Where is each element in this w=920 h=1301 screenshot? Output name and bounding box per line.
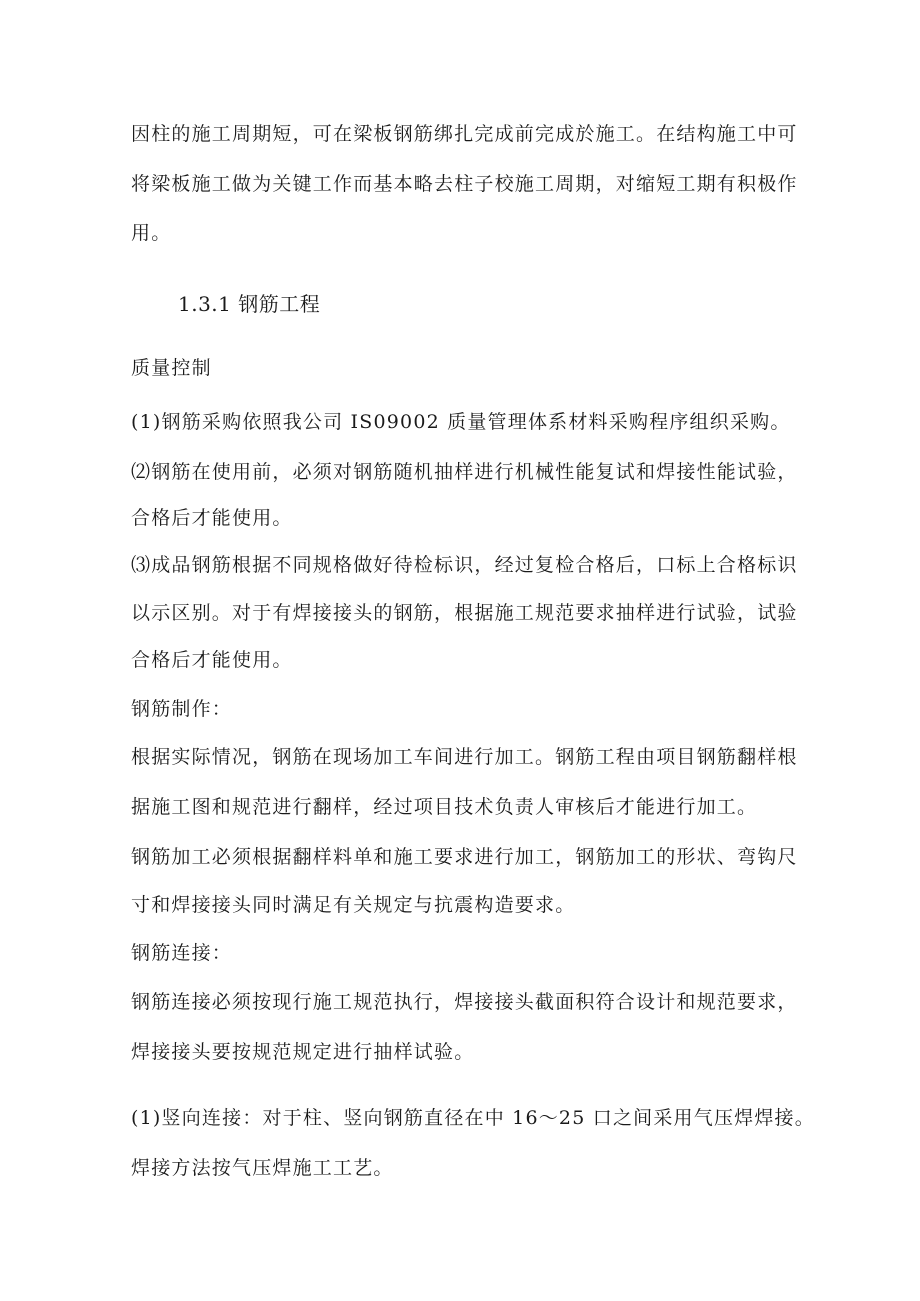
paragraph-line: 焊接方法按气压焊施工工艺。: [131, 1157, 394, 1179]
section-heading: 1.3.1 钢筋工程: [178, 292, 321, 316]
subheading-rebar-connection: 钢筋连接：: [131, 942, 233, 964]
paragraph-line: 合格后才能使用。: [131, 507, 293, 529]
paragraph-line: 用。: [131, 222, 172, 244]
paragraph-line: 钢筋连接必须按现行施工规范执行，焊接接头截面积符合设计和规范要求，: [131, 991, 798, 1013]
list-item: ⑵钢筋在使用前，必须对钢筋随机抽样进行机械性能复试和焊接性能试验，: [131, 461, 798, 483]
paragraph-line: 根据实际情况，钢筋在现场加工车间进行加工。钢筋工程由项目钢筋翻样根: [131, 746, 798, 768]
subheading-rebar-fabrication: 钢筋制作：: [131, 698, 233, 720]
paragraph-line: 合格后才能使用。: [131, 649, 293, 671]
subheading-quality-control: 质量控制: [131, 357, 212, 379]
paragraph-line: 据施工图和规范进行翻样，经过项目技术负责人审核后才能进行加工。: [131, 796, 758, 818]
list-item: (1)钢筋采购依照我公司 IS09002 质量管理体系材料采购程序组织采购。: [131, 411, 791, 433]
paragraph-line: 焊接接头要按规范规定进行抽样试验。: [131, 1041, 475, 1063]
paragraph-line: 因柱的施工周期短，可在梁板钢筋绑扎完成前完成於施工。在结构施工中可: [131, 123, 798, 145]
paragraph-line: 将梁板施工做为关键工作而基本略去柱子校施工周期，对缩短工期有积极作: [131, 173, 798, 195]
list-item: ⑶成品钢筋根据不同规格做好待检标识，经过复检合格后，口标上合格标识: [131, 554, 798, 576]
paragraph-line: 以示区别。对于有焊接接头的钢筋，根据施工规范要求抽样进行试验，试验: [131, 602, 798, 624]
list-item: (1)竖向连接：对于柱、竖向钢筋直径在中 16～25 口之间采用气压焊焊接。: [131, 1107, 815, 1129]
paragraph-line: 寸和焊接接头同时满足有关规定与抗震构造要求。: [131, 894, 576, 916]
paragraph-line: 钢筋加工必须根据翻样料单和施工要求进行加工，钢筋加工的形状、弯钩尺: [131, 846, 798, 868]
